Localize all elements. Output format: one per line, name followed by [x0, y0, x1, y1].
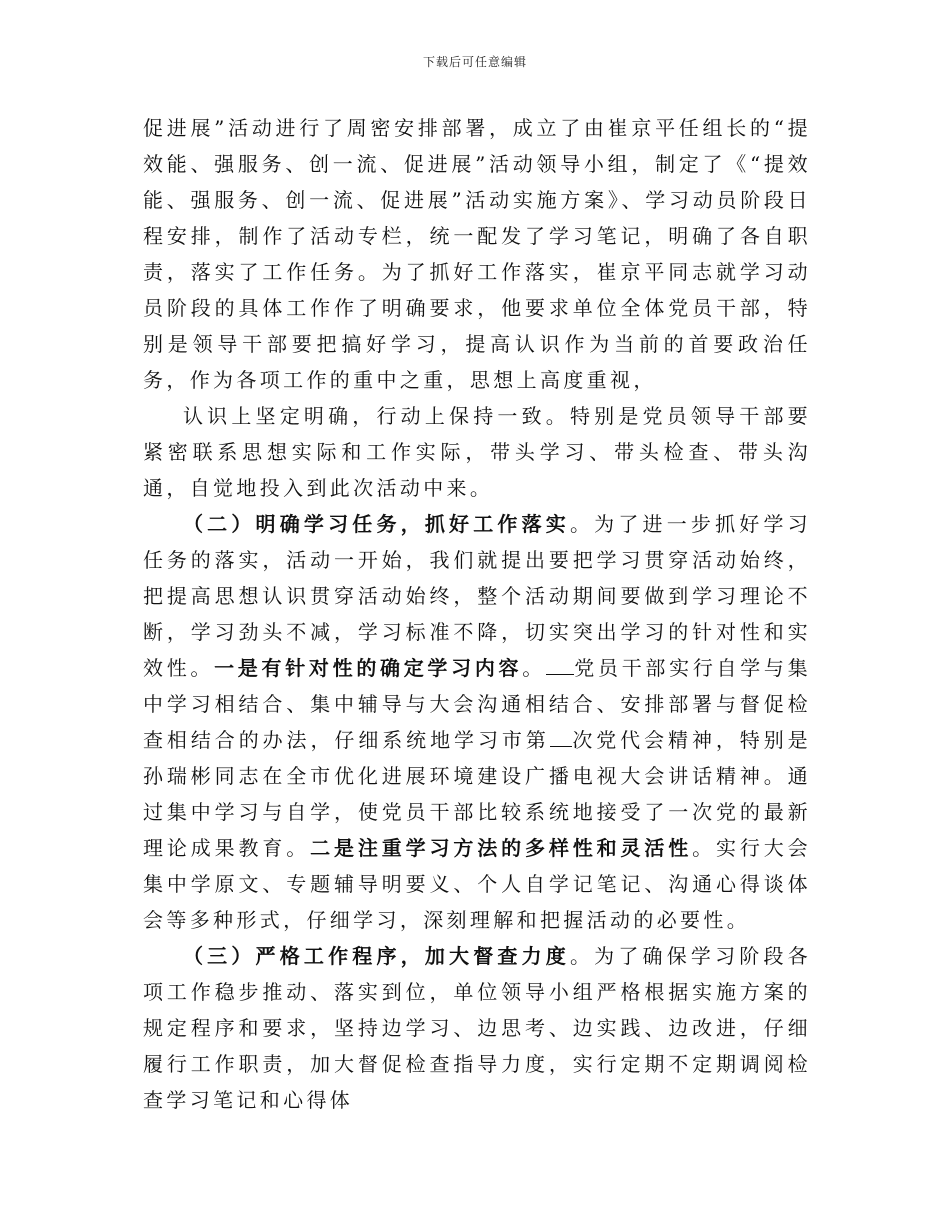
paragraph-3-text-1: 。为了进一步抓好学习任务的落实，活动一开始，我们就提出要把学习贯穿活动始终，把提高思想认识贯穿活动始终，整个活动期间要做到学习理论不断，学习劲头不减，学习标准不降，切实突出学习的针对性和实效性。 — [143, 512, 812, 680]
section-heading-2: （二）明确学习任务，抓好工作落实 — [183, 512, 570, 536]
paragraph-1: 促进展”活动进行了周密安排部署，成立了由崔京平任组长的“提效能、强服务、创一流、促进展”活动领导小组，制定了《“提效能、强服务、创一流、促进展”活动实施方案》、学习动员阶段日程安排，制作了活动专栏，统一配发了学习笔记，明确了各自职责，落实了工作任务。为了抓好工作落实，崔京平同志就学习动员阶段的具体工作作了明确要求，他要求单位全体党员干部，特别是领导干部要把搞好学习，提高认识作为当前的首要政治任务，作为各项工作的重中之重，思想上高度重视， — [143, 116, 811, 392]
paragraph-2: 认识上坚定明确，行动上保持一致。特别是党员领导干部要紧密联系思想实际和工作实际，带头学习、带头检查、带头沟通，自觉地投入到此次活动中来。 — [143, 404, 811, 500]
paragraph-4 — [143, 938, 811, 1118]
fill-in-blank — [550, 724, 572, 747]
point-one-heading: 一是有针对性的确定学习内容 — [214, 656, 523, 680]
paragraph-3-text-2: 。 — [522, 656, 546, 680]
section-heading-3: （三）严格工作程序，加大督查力度 — [183, 944, 570, 968]
paragraph-3-text-4: 次党代会精神，特别是孙瑞彬同志在全市优化进展环境建设广播电视大会讲话精神。通过集中学习与自学，使党员干部比较系统地接受了一次党的最新理论成果教育。 — [143, 728, 812, 860]
paragraph-3 — [143, 506, 811, 938]
page-header-note: 下载后可任意编辑 — [422, 55, 527, 69]
point-two-heading: 二是注重学习方法的多样性和灵活性 — [310, 836, 693, 860]
paragraph-3-text-3: 党员干部实行自学与集中学习相结合、集中辅导与大会沟通相结合、安排部署与督促检查相结合的办法，仔细系统地学习市第 — [143, 656, 811, 752]
paragraph-4-text-1: 。为了确保学习阶段各项工作稳步推动、落实到位，单位领导小组严格根据实施方案的规定程序和要求，坚持边学习、边思考、边实践、边改进，仔细履行工作职责，加大督促检查指导力度，实行定期不定期调阅检查学习笔记和心得体 — [143, 944, 812, 1112]
paragraph-3-text-5: 。实行大会集中学原文、专题辅导明要义、个人自学记笔记、沟通心得谈体会等多种形式，仔细学习，深刻理解和把握活动的必要性。 — [143, 836, 812, 932]
document-body — [143, 110, 811, 1118]
fill-in-blank — [546, 652, 574, 675]
